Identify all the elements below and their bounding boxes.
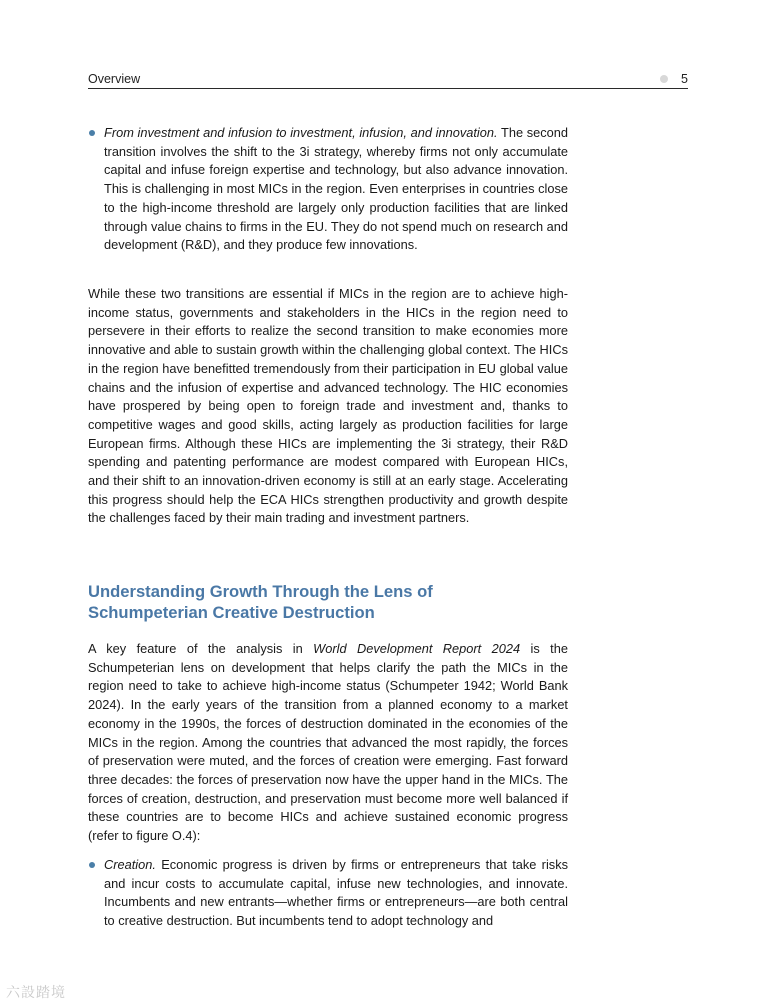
- header-section-title: Overview: [88, 72, 141, 86]
- heading-line-1: Understanding Growth Through the Lens of: [88, 582, 433, 601]
- bullet-lead: Creation.: [104, 857, 156, 872]
- paragraph-schumpeterian-lens: [88, 640, 568, 846]
- watermark-logo: 六設踏境: [6, 985, 66, 1001]
- bullet-icon: [89, 862, 95, 868]
- bullet-body: The second transition involves the shift to the 3i strategy, whereby firms not only accumulate capital and infuse foreign expertise and technology, but also advance innovation. This is challenging in most MICs in the region. Even enterprises in countries close to the high-income threshold are largely only production facilities that are linked through value chains to firms in the EU. They do not spend much on research and development (R&D), and they produce few innovations.: [104, 125, 569, 253]
- paragraph-text-rest: is the Schumpeterian lens on development that helps clarify the path the MICs in the region need to take to achieve high-income status (Schumpeter 1942; World Bank 2024). In the early years of the transition from a planned economy to a market economy in the 1990s, the forces of destruction dominated in the economies of the MICs in the region. Among the countries that advanced the most rapidly, the forces of preservation were muted, and the forces of creation were emerging. Fast forward three decades: the forces of preservation now have the upper hand in the MICs. The forces of creation, destruction, and preservation must become more well balanced if these countries are to become HICs and achieve sustained economic progress (refer to figure O.4):: [88, 641, 568, 844]
- bullet-icon: [89, 130, 95, 136]
- page-number: 5: [681, 72, 688, 86]
- report-title: World Development Report 2024: [313, 641, 521, 656]
- bullet-body: Economic progress is driven by firms or entrepreneurs that take risks and incur costs to accumulate capital, infuse new technologies, and innovate. Incumbents and new entrants—whether firms or entrepreneurs—are both central to creative destruction. But incumbents tend to adopt technology and: [104, 857, 568, 929]
- paragraph-text-start: A key feature of the analysis in: [88, 641, 314, 656]
- bullet-creation: [88, 856, 568, 931]
- bullet-lead: From investment and infusion to investment, infusion, and innovation.: [104, 125, 498, 140]
- bullet-text: [104, 124, 568, 255]
- header-dot-icon: [660, 75, 668, 83]
- running-header: [88, 70, 688, 89]
- heading-line-2: Schumpeterian Creative Destruction: [88, 603, 375, 622]
- section-heading: [88, 581, 568, 623]
- bullet-text: [104, 856, 568, 931]
- bullet-investment-infusion-innovation: [88, 124, 568, 255]
- paragraph-transitions: While these two transitions are essential if MICs in the region are to achieve high-income status, governments and stakeholders in the HICs in the region need to persevere in their efforts to realize the second transition to make economies more innovative and able to sustain growth within the challenging global context. The HICs in the region have benefitted tremendously from their participation in EU global value chains and the infusion of expertise and advanced technology. The HIC economies have prospered by being open to foreign trade and investment and, thanks to competitive wages and good skills, acting largely as production facilities for large European firms. Although these HICs are implementing the 3i strategy, their R&D spending and patenting performance are modest compared with European HICs, and their shift to an innovation-driven economy is still at an early stage. Accelerating this progress should help the ECA HICs strengthen productivity and growth despite the challenges faced by their main trading and investment partners.: [88, 286, 568, 526]
